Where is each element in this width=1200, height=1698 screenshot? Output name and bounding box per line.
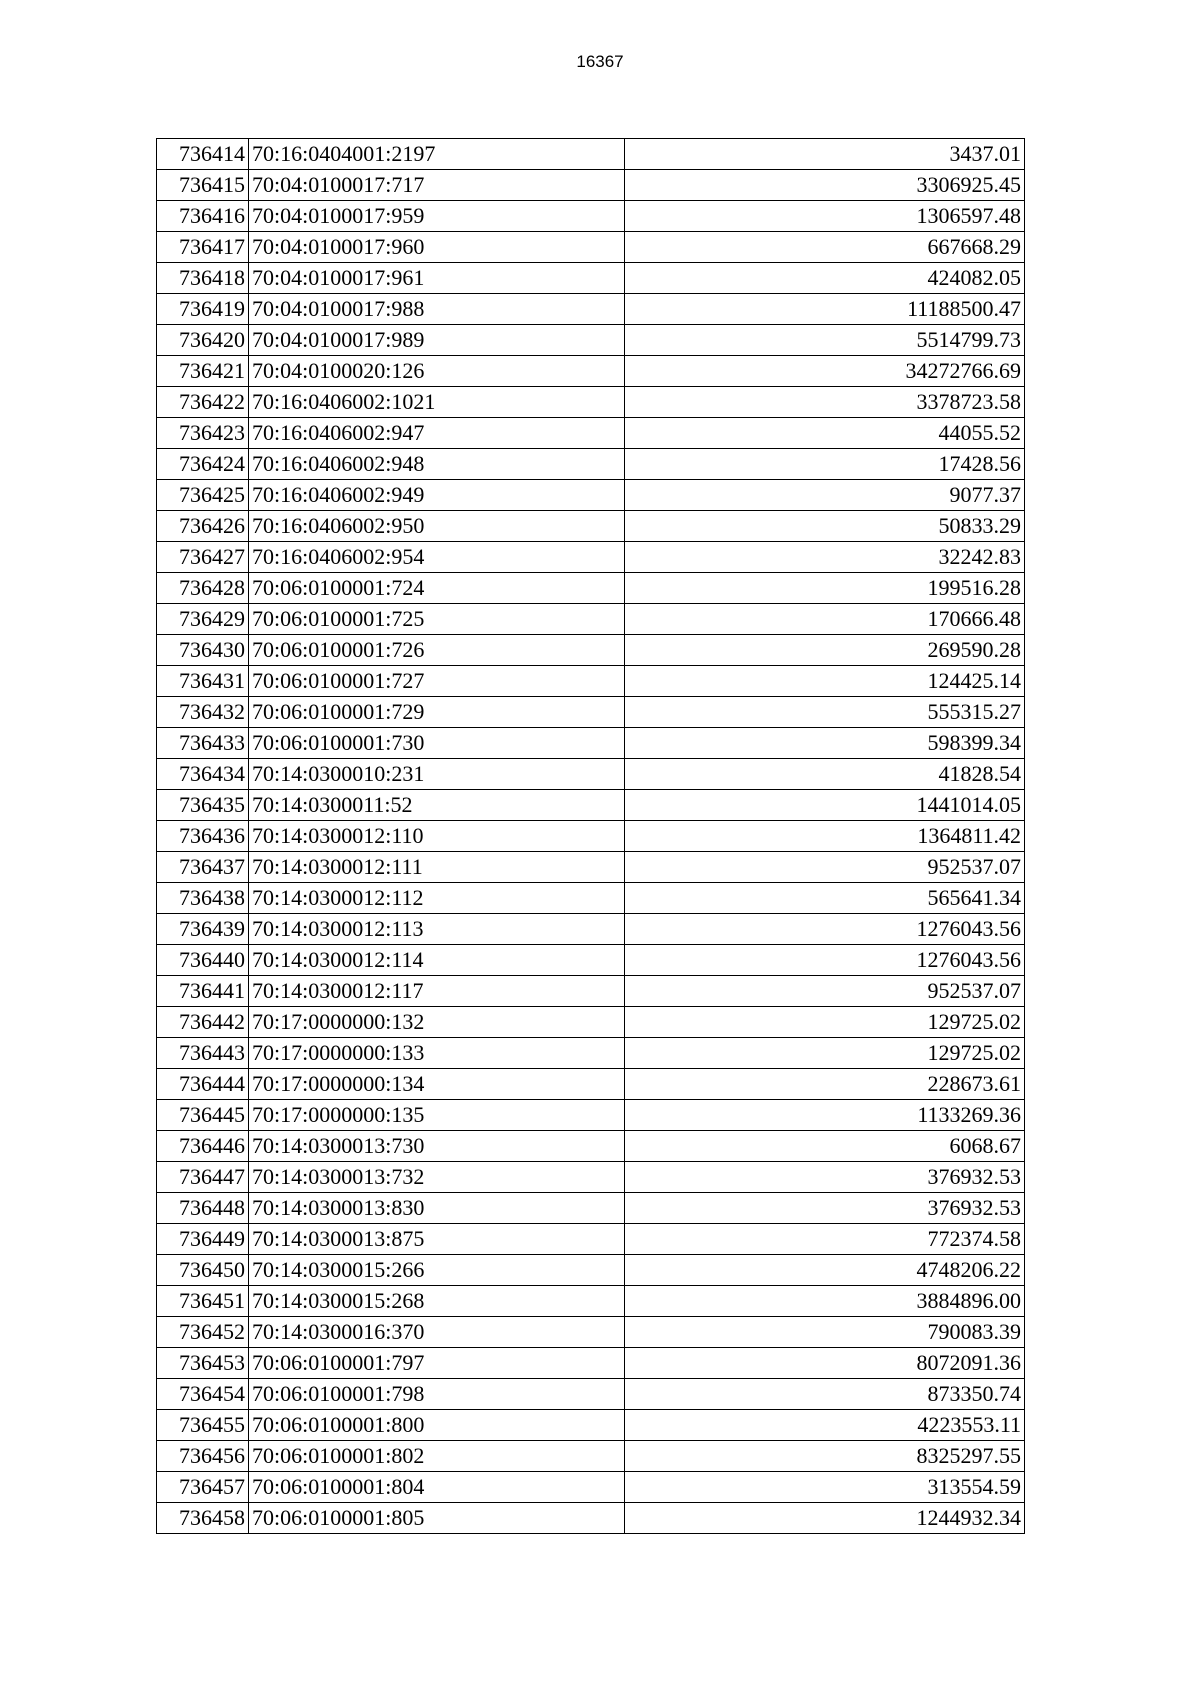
row-number-cell: 736429 — [157, 604, 249, 635]
cadastral-value-cell: 1276043.56 — [625, 945, 1025, 976]
row-number-cell: 736434 — [157, 759, 249, 790]
cadastral-number-cell: 70:17:0000000:132 — [249, 1007, 625, 1038]
cadastral-number-cell: 70:06:0100001:800 — [249, 1410, 625, 1441]
cadastral-value-cell: 129725.02 — [625, 1038, 1025, 1069]
table-row — [157, 914, 1025, 945]
row-number-cell: 736442 — [157, 1007, 249, 1038]
cadastral-value-cell: 3437.01 — [625, 139, 1025, 170]
row-number-cell: 736430 — [157, 635, 249, 666]
cadastral-number-cell: 70:16:0406002:954 — [249, 542, 625, 573]
cadastral-value-cell: 50833.29 — [625, 511, 1025, 542]
cadastral-value-cell: 8325297.55 — [625, 1441, 1025, 1472]
cadastral-value-cell: 1244932.34 — [625, 1503, 1025, 1534]
cadastral-value-cell: 790083.39 — [625, 1317, 1025, 1348]
cadastral-value-table — [156, 138, 1025, 1534]
table-row — [157, 635, 1025, 666]
table-row — [157, 821, 1025, 852]
table-row — [157, 1224, 1025, 1255]
cadastral-value-cell: 3378723.58 — [625, 387, 1025, 418]
cadastral-value-cell: 6068.67 — [625, 1131, 1025, 1162]
table-row — [157, 1317, 1025, 1348]
cadastral-number-cell: 70:06:0100001:804 — [249, 1472, 625, 1503]
table-row — [157, 294, 1025, 325]
cadastral-number-cell: 70:14:0300012:112 — [249, 883, 625, 914]
table-row — [157, 759, 1025, 790]
cadastral-value-cell: 565641.34 — [625, 883, 1025, 914]
row-number-cell: 736419 — [157, 294, 249, 325]
table-row — [157, 604, 1025, 635]
cadastral-number-cell: 70:06:0100001:730 — [249, 728, 625, 759]
table-row — [157, 1162, 1025, 1193]
row-number-cell: 736422 — [157, 387, 249, 418]
cadastral-value-cell: 228673.61 — [625, 1069, 1025, 1100]
row-number-cell: 736414 — [157, 139, 249, 170]
row-number-cell: 736436 — [157, 821, 249, 852]
cadastral-value-cell: 772374.58 — [625, 1224, 1025, 1255]
cadastral-value-cell: 170666.48 — [625, 604, 1025, 635]
table-row — [157, 170, 1025, 201]
table-row — [157, 418, 1025, 449]
table-row — [157, 232, 1025, 263]
cadastral-value-cell: 44055.52 — [625, 418, 1025, 449]
row-number-cell: 736457 — [157, 1472, 249, 1503]
table-row — [157, 1441, 1025, 1472]
table-row — [157, 852, 1025, 883]
row-number-cell: 736441 — [157, 976, 249, 1007]
table-row — [157, 263, 1025, 294]
table-row — [157, 976, 1025, 1007]
cadastral-value-cell: 952537.07 — [625, 976, 1025, 1007]
cadastral-value-cell: 9077.37 — [625, 480, 1025, 511]
table-row — [157, 356, 1025, 387]
cadastral-number-cell: 70:04:0100017:717 — [249, 170, 625, 201]
cadastral-number-cell: 70:04:0100017:959 — [249, 201, 625, 232]
cadastral-number-cell: 70:16:0406002:1021 — [249, 387, 625, 418]
cadastral-value-cell: 4223553.11 — [625, 1410, 1025, 1441]
page-number: 16367 — [576, 52, 624, 71]
cadastral-number-cell: 70:14:0300012:111 — [249, 852, 625, 883]
row-number-cell: 736433 — [157, 728, 249, 759]
cadastral-number-cell: 70:06:0100001:727 — [249, 666, 625, 697]
cadastral-number-cell: 70:14:0300012:114 — [249, 945, 625, 976]
table-row — [157, 1379, 1025, 1410]
cadastral-number-cell: 70:04:0100017:988 — [249, 294, 625, 325]
cadastral-number-cell: 70:06:0100001:725 — [249, 604, 625, 635]
row-number-cell: 736437 — [157, 852, 249, 883]
table-row — [157, 1069, 1025, 1100]
table-row — [157, 573, 1025, 604]
cadastral-value-cell: 555315.27 — [625, 697, 1025, 728]
table-row — [157, 139, 1025, 170]
cadastral-value-cell: 11188500.47 — [625, 294, 1025, 325]
cadastral-number-cell: 70:14:0300015:268 — [249, 1286, 625, 1317]
cadastral-number-cell: 70:14:0300016:370 — [249, 1317, 625, 1348]
cadastral-value-cell: 873350.74 — [625, 1379, 1025, 1410]
table-body — [157, 139, 1025, 1534]
cadastral-value-cell: 41828.54 — [625, 759, 1025, 790]
cadastral-number-cell: 70:14:0300012:110 — [249, 821, 625, 852]
cadastral-value-cell: 124425.14 — [625, 666, 1025, 697]
cadastral-number-cell: 70:16:0404001:2197 — [249, 139, 625, 170]
table-row — [157, 1286, 1025, 1317]
cadastral-number-cell: 70:06:0100001:726 — [249, 635, 625, 666]
row-number-cell: 736444 — [157, 1069, 249, 1100]
row-number-cell: 736438 — [157, 883, 249, 914]
cadastral-value-cell: 424082.05 — [625, 263, 1025, 294]
cadastral-value-cell: 1306597.48 — [625, 201, 1025, 232]
row-number-cell: 736448 — [157, 1193, 249, 1224]
row-number-cell: 736420 — [157, 325, 249, 356]
row-number-cell: 736440 — [157, 945, 249, 976]
row-number-cell: 736439 — [157, 914, 249, 945]
cadastral-value-cell: 667668.29 — [625, 232, 1025, 263]
cadastral-number-cell: 70:16:0406002:949 — [249, 480, 625, 511]
cadastral-number-cell: 70:04:0100017:989 — [249, 325, 625, 356]
cadastral-number-cell: 70:06:0100001:729 — [249, 697, 625, 728]
cadastral-number-cell: 70:16:0406002:947 — [249, 418, 625, 449]
table-row — [157, 542, 1025, 573]
cadastral-value-cell: 269590.28 — [625, 635, 1025, 666]
table-row — [157, 790, 1025, 821]
row-number-cell: 736449 — [157, 1224, 249, 1255]
row-number-cell: 736431 — [157, 666, 249, 697]
row-number-cell: 736456 — [157, 1441, 249, 1472]
cadastral-number-cell: 70:16:0406002:950 — [249, 511, 625, 542]
cadastral-value-cell: 313554.59 — [625, 1472, 1025, 1503]
cadastral-number-cell: 70:14:0300012:113 — [249, 914, 625, 945]
row-number-cell: 736451 — [157, 1286, 249, 1317]
row-number-cell: 736418 — [157, 263, 249, 294]
row-number-cell: 736424 — [157, 449, 249, 480]
table-row — [157, 1348, 1025, 1379]
row-number-cell: 736458 — [157, 1503, 249, 1534]
table-row — [157, 1410, 1025, 1441]
cadastral-value-cell: 1133269.36 — [625, 1100, 1025, 1131]
row-number-cell: 736446 — [157, 1131, 249, 1162]
row-number-cell: 736428 — [157, 573, 249, 604]
row-number-cell: 736426 — [157, 511, 249, 542]
cadastral-number-cell: 70:14:0300015:266 — [249, 1255, 625, 1286]
row-number-cell: 736421 — [157, 356, 249, 387]
cadastral-number-cell: 70:04:0100017:960 — [249, 232, 625, 263]
table-row — [157, 666, 1025, 697]
cadastral-number-cell: 70:14:0300013:730 — [249, 1131, 625, 1162]
cadastral-value-cell: 17428.56 — [625, 449, 1025, 480]
cadastral-number-cell: 70:14:0300013:732 — [249, 1162, 625, 1193]
cadastral-value-cell: 1276043.56 — [625, 914, 1025, 945]
cadastral-number-cell: 70:17:0000000:135 — [249, 1100, 625, 1131]
cadastral-value-cell: 5514799.73 — [625, 325, 1025, 356]
cadastral-number-cell: 70:17:0000000:133 — [249, 1038, 625, 1069]
table-row — [157, 480, 1025, 511]
cadastral-number-cell: 70:14:0300011:52 — [249, 790, 625, 821]
table-row — [157, 1007, 1025, 1038]
row-number-cell: 736445 — [157, 1100, 249, 1131]
row-number-cell: 736415 — [157, 170, 249, 201]
table-row — [157, 1131, 1025, 1162]
cadastral-value-cell: 199516.28 — [625, 573, 1025, 604]
cadastral-value-cell: 598399.34 — [625, 728, 1025, 759]
cadastral-number-cell: 70:06:0100001:797 — [249, 1348, 625, 1379]
table-row — [157, 883, 1025, 914]
table-row — [157, 201, 1025, 232]
cadastral-number-cell: 70:04:0100020:126 — [249, 356, 625, 387]
cadastral-number-cell: 70:14:0300013:875 — [249, 1224, 625, 1255]
table-row — [157, 1100, 1025, 1131]
table-row — [157, 1038, 1025, 1069]
cadastral-value-cell: 3306925.45 — [625, 170, 1025, 201]
row-number-cell: 736453 — [157, 1348, 249, 1379]
cadastral-value-cell: 8072091.36 — [625, 1348, 1025, 1379]
cadastral-number-cell: 70:14:0300013:830 — [249, 1193, 625, 1224]
table-row — [157, 1193, 1025, 1224]
cadastral-number-cell: 70:06:0100001:798 — [249, 1379, 625, 1410]
cadastral-number-cell: 70:04:0100017:961 — [249, 263, 625, 294]
cadastral-value-cell: 34272766.69 — [625, 356, 1025, 387]
table-row — [157, 325, 1025, 356]
cadastral-value-cell: 4748206.22 — [625, 1255, 1025, 1286]
row-number-cell: 736435 — [157, 790, 249, 821]
table-row — [157, 728, 1025, 759]
cadastral-value-cell: 3884896.00 — [625, 1286, 1025, 1317]
row-number-cell: 736450 — [157, 1255, 249, 1286]
cadastral-number-cell: 70:17:0000000:134 — [249, 1069, 625, 1100]
row-number-cell: 736447 — [157, 1162, 249, 1193]
row-number-cell: 736416 — [157, 201, 249, 232]
table-row — [157, 697, 1025, 728]
row-number-cell: 736423 — [157, 418, 249, 449]
cadastral-number-cell: 70:16:0406002:948 — [249, 449, 625, 480]
cadastral-value-cell: 952537.07 — [625, 852, 1025, 883]
cadastral-number-cell: 70:14:0300012:117 — [249, 976, 625, 1007]
row-number-cell: 736454 — [157, 1379, 249, 1410]
cadastral-number-cell: 70:06:0100001:802 — [249, 1441, 625, 1472]
row-number-cell: 736432 — [157, 697, 249, 728]
cadastral-value-cell: 1364811.42 — [625, 821, 1025, 852]
cadastral-value-cell: 32242.83 — [625, 542, 1025, 573]
table-row — [157, 387, 1025, 418]
table-row — [157, 1472, 1025, 1503]
table-row — [157, 1503, 1025, 1534]
table-row — [157, 449, 1025, 480]
row-number-cell: 736425 — [157, 480, 249, 511]
row-number-cell: 736452 — [157, 1317, 249, 1348]
cadastral-value-cell: 1441014.05 — [625, 790, 1025, 821]
table-row — [157, 511, 1025, 542]
cadastral-value-cell: 129725.02 — [625, 1007, 1025, 1038]
cadastral-value-cell: 376932.53 — [625, 1193, 1025, 1224]
table-row — [157, 945, 1025, 976]
row-number-cell: 736443 — [157, 1038, 249, 1069]
cadastral-number-cell: 70:14:0300010:231 — [249, 759, 625, 790]
row-number-cell: 736417 — [157, 232, 249, 263]
cadastral-number-cell: 70:06:0100001:724 — [249, 573, 625, 604]
row-number-cell: 736427 — [157, 542, 249, 573]
row-number-cell: 736455 — [157, 1410, 249, 1441]
table-row — [157, 1255, 1025, 1286]
cadastral-value-cell: 376932.53 — [625, 1162, 1025, 1193]
cadastral-number-cell: 70:06:0100001:805 — [249, 1503, 625, 1534]
